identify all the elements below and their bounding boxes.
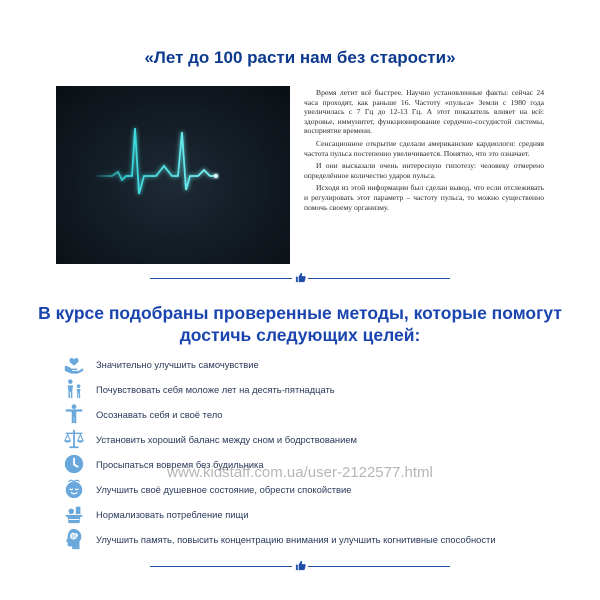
thumbs-up-icon (292, 560, 308, 573)
article-paragraph: Сенсационное открытие сделали американские кардиологи: средняя частота пульса постепенно увеличивается. Понятно, что это означает. (304, 138, 544, 158)
goal-item (62, 352, 259, 376)
article-text (304, 88, 544, 215)
watermark: www.kidstaff.com.ua/user-2122577.html (167, 464, 433, 481)
clock-icon (62, 452, 86, 476)
goal-text: Значительно улучшить самочувствие (96, 358, 259, 370)
goal-text: Нормализовать потребление пищи (96, 508, 249, 520)
calm-face-icon (62, 477, 86, 501)
goal-item (62, 527, 496, 551)
section-divider (150, 566, 450, 567)
section-heading: В курсе подобраны проверенные методы, которые помогут достичь следующих целей: (38, 303, 562, 345)
brain-head-icon (62, 527, 86, 551)
goal-item (62, 377, 335, 401)
goal-item (62, 502, 248, 526)
goal-text: Почувствовать себя моложе лет на десять-пятнадцать (96, 383, 335, 395)
goal-item (62, 402, 223, 426)
quote-title: «Лет до 100 расти нам без старости» (144, 48, 456, 67)
ecg-line (96, 128, 216, 194)
goal-text: Улучшить память, повысить концентрацию внимания и улучшить когнитивные способности (96, 533, 496, 545)
balance-scale-icon (62, 427, 86, 451)
goal-item (62, 427, 357, 451)
food-scale-icon (62, 502, 86, 526)
goal-text: Установить хороший баланс между сном и бодрствованием (96, 433, 358, 445)
article-paragraph: Исходя из этой информации был сделан вывод, что если отслеживать и регулировать этот параметр – частоту пульса, то можно существенно помочь своему организму. (304, 183, 544, 212)
goal-text: Просыпаться вовремя без будильника (96, 458, 264, 470)
article-paragraph: И они высказали очень интересную гипотезу: человеку отмерено определённое количество ударов пульса. (304, 161, 544, 180)
section-divider (150, 278, 450, 279)
thumbs-up-icon (292, 272, 308, 285)
goal-text: Улучшить своё душевное состояние, обрести спокойствие (96, 483, 352, 495)
goal-item (62, 452, 264, 476)
goal-item (62, 477, 351, 501)
goal-text: Осознавать себя и своё тело (96, 408, 223, 420)
article-paragraph: Время летит всё быстрее. Научно установленные факты: сейчас 24 часа проходят, как раньше 16. Частоту «пульса» Земли с 1980 года увеличилась с 7 Гц до 12-13 Гц. А этот показатель влияет на всё: здоровье, иммунитет, функционирование сердечно-сосудистой системы, восприятие времени. (304, 88, 544, 136)
body-awareness-icon (62, 402, 86, 426)
youth-figure-icon (62, 377, 86, 401)
heart-hands-icon (62, 352, 86, 376)
ecg-heartbeat-image (56, 86, 290, 264)
